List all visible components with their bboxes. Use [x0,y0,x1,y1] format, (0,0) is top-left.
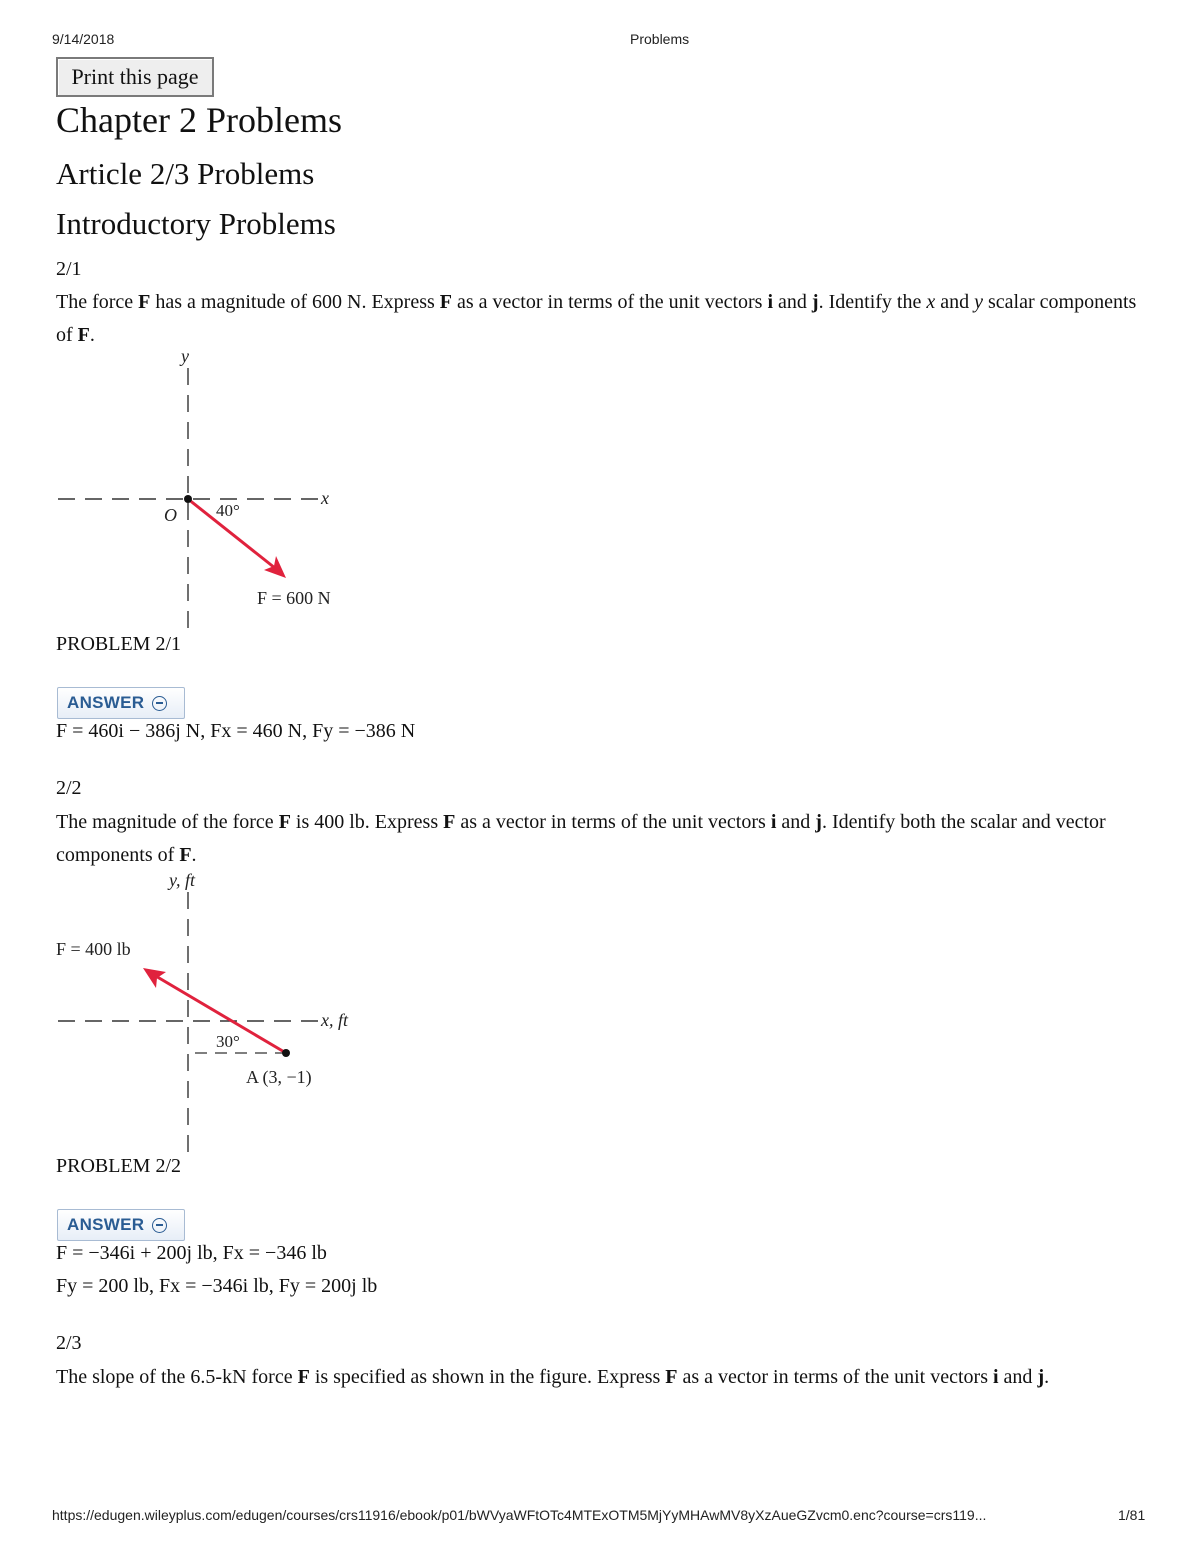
answer-text: F = −346i + 200j lb, Fx = −346 lb [56,1242,327,1264]
figure-caption: PROBLEM 2/1 [56,633,182,655]
angle-label: 40° [216,501,240,520]
collapse-icon [152,696,167,711]
force-label: F = 600 N [257,588,331,608]
angle-label: 30° [216,1032,240,1051]
point-a [282,1049,290,1057]
x-axis-label: x, ft [321,1010,348,1030]
x-axis-label: x [321,488,329,508]
answer-label: ANSWER [67,693,145,712]
problem-statement: The magnitude of the force F is 400 lb. Express F as a vector in terms of the unit vectors i and j. Identify both the scalar and vector components of F. [56,811,1106,866]
section-title: Introductory Problems [56,206,336,241]
figure-caption: PROBLEM 2/2 [56,1155,182,1177]
problem-2-1-figure [50,340,370,640]
problem-number: 2/3 [56,1332,82,1354]
y-axis-label: y [181,346,189,366]
problem-number: 2/1 [56,258,82,280]
article-title: Article 2/3 Problems [56,156,315,191]
origin-label: O [164,505,177,525]
chapter-title: Chapter 2 Problems [56,100,342,140]
page-url: https://edugen.wileyplus.com/edugen/courses/crs11916/ebook/p01/bWVyaWFtOTc4MTExOTM5MjYyMHAwMV8yXzAueGZvcm0.enc?course=crs119... [52,1507,987,1523]
force-arrow-head [264,556,286,578]
print-page-button[interactable]: Print this page [56,57,214,97]
print-date: 9/14/2018 [52,31,115,47]
force-label: F = 400 lb [56,939,131,959]
collapse-icon [152,1218,167,1233]
y-axis-label: y, ft [169,870,195,890]
answer-text: F = 460i − 386j N, Fx = 460 N, Fy = −386 N [56,720,416,742]
origin-point [184,495,192,503]
answer-label: ANSWER [67,1215,145,1234]
problem-2-2-figure [50,864,370,1159]
problem-statement: The slope of the 6.5-kN force F is specified as shown in the figure. Express F as a vector in terms of the unit vectors i and j. [56,1366,1050,1388]
page-number: 1/81 [1118,1507,1146,1523]
answer-text: Fy = 200 lb, Fx = −346i lb, Fy = 200j lb [56,1275,378,1297]
answer-toggle-button[interactable] [57,687,185,719]
point-label: A (3, −1) [246,1067,312,1087]
document-title: Problems [630,31,690,47]
problem-number: 2/2 [56,777,82,799]
answer-toggle-button[interactable] [57,1209,185,1241]
force-arrow-head [143,968,166,988]
problem-statement: The force F has a magnitude of 600 N. Express F as a vector in terms of the unit vectors i and j. Identify the x and y scalar components of F. [56,291,1137,346]
